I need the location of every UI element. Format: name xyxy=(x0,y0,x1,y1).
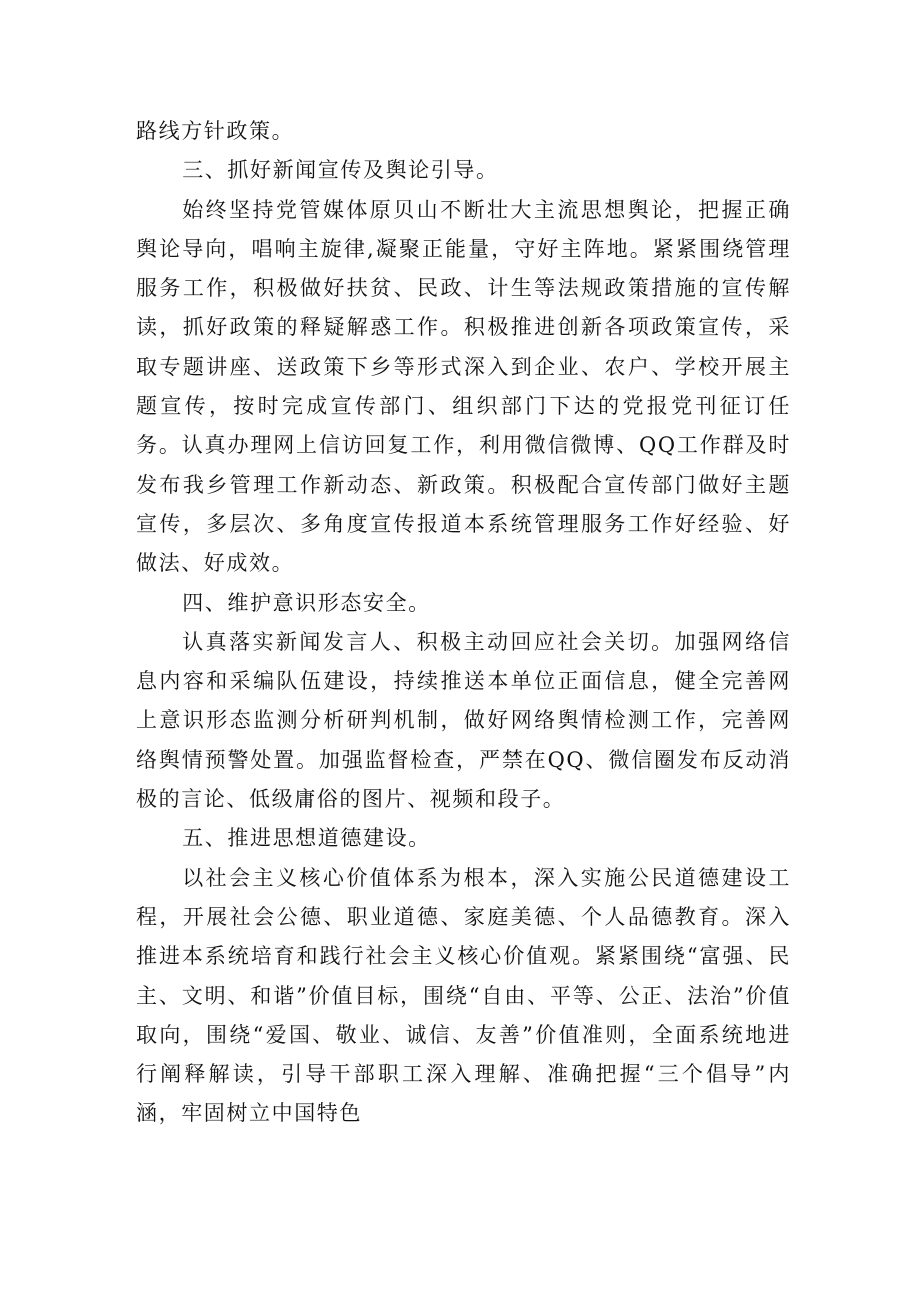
paragraph-continuation: 路线方针政策。 xyxy=(136,119,295,143)
document-body xyxy=(136,112,791,1134)
paragraph-ideology-security: 认真落实新闻发言人、积极主动回应社会关切。加强网络信息内容和采编队伍建设，持续推送本单位正面信息，健全完善网上意识形态监测分析研判机制，做好网络舆情检测工作，完善网络舆情预警处置。加强监督检查，严禁在QQ、微信圈发布反动消极的言论、低级庸俗的图片、视频和段子。 xyxy=(136,629,791,812)
section-heading-3: 三、抓好新闻宣传及舆论引导。 xyxy=(182,158,499,183)
paragraph-moral-construction: 以社会主义核心价值体系为根本，深入实施公民道德建设工程，开展社会公德、职业道德、家庭美德、个人品德教育。深入推进本系统培育和践行社会主义核心价值观。紧紧围绕“富强、民主、文明、和谐”价值目标，围绕“自由、平等、公正、法治”价值取向，围绕“爱国、敬业、诚信、友善”价值准则，全面系统地进行阐释解读，引导干部职工深入理解、准确把握“三个倡导”内涵，牢固树立中国特色 xyxy=(136,865,791,1126)
section-heading-5: 五、推进思想道德建设。 xyxy=(182,826,431,851)
paragraph-news-publicity: 始终坚持党管媒体原贝山不断壮大主流思想舆论，把握正确舆论导向，唱响主旋律,凝聚正能量，守好主阵地。紧紧围绕管理服务工作，积极做好扶贫、民政、计生等法规政策措施的宣传解读，抓好政策的释疑解惑工作。积极推进创新各项政策宣传，采取专题讲座、送政策下乡等形式深入到企业、农户、学校开展主题宣传，按时完成宣传部门、组织部门下达的党报党刊征订任务。认真办理网上信访回复工作，利用微信微博、QQ工作群及时发布我乡管理工作新动态、新政策。积极配合宣传部门做好主题宣传，多层次、多角度宣传报道本系统管理服务工作好经验、好做法、好成效。 xyxy=(136,197,791,576)
section-heading-4: 四、维护意识形态安全。 xyxy=(182,590,431,615)
